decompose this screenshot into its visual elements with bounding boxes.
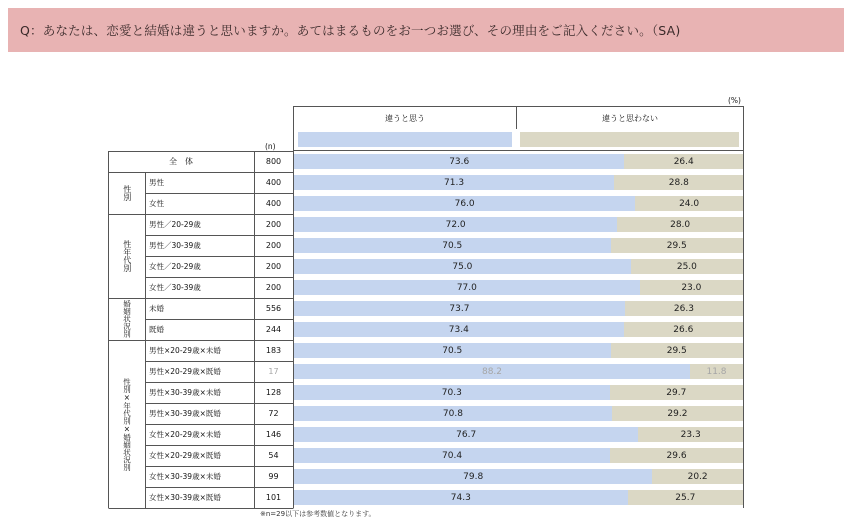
bar-segment-series2: 29.7 (610, 385, 743, 400)
bar-segment-series2: 20.2 (652, 469, 743, 484)
row-n-value: 146 (265, 430, 282, 439)
bar-segment-series2: 24.0 (635, 196, 743, 211)
bar-segment-series1: 72.0 (294, 217, 617, 232)
group-label-gender-age-marital: 性別×年代別×婚姻状況別 (122, 377, 132, 471)
row-n-value: 200 (265, 220, 282, 229)
bar-segment-series1: 70.3 (294, 385, 610, 400)
bar-segment-series1: 70.8 (294, 406, 612, 421)
bar-segment-series2: 28.0 (617, 217, 743, 232)
bar-segment-series1: 75.0 (294, 259, 631, 274)
row-label: 未婚 (149, 304, 164, 313)
n-column-label: (n) (265, 142, 276, 151)
bar-segment-series2: 23.3 (638, 427, 743, 442)
bar-segment-series2: 29.6 (610, 448, 743, 463)
row-label: 女性×20-29歳×既婚 (149, 451, 221, 460)
bar-segment-series1: 70.5 (294, 238, 611, 253)
row-n-value: 800 (265, 157, 282, 166)
row-n-value: 200 (265, 241, 282, 250)
row-label: 男性×30-39歳×未婚 (149, 388, 221, 397)
row-label: 男性／20-29歳 (149, 220, 201, 229)
bar-segment-series1: 70.4 (294, 448, 610, 463)
bar-segment-series2: 28.8 (614, 175, 743, 190)
row-n-value: 128 (265, 388, 282, 397)
bar-segment-series2: 25.7 (628, 490, 743, 505)
bar-segment-series1: 76.0 (294, 196, 635, 211)
row-label: 女性／20-29歳 (149, 262, 201, 271)
row-label: 男性×20-29歳×既婚 (149, 367, 221, 376)
row-n-value: 101 (265, 493, 282, 502)
bar-segment-series2: 29.2 (612, 406, 743, 421)
unit-label: (%) (728, 96, 741, 105)
row-n-value: 183 (265, 346, 282, 355)
bar-segment-series1: 73.7 (294, 301, 625, 316)
bar-segment-series1: 77.0 (294, 280, 640, 295)
row-label: 既婚 (149, 325, 164, 334)
footnote: ※n=29以下は参考数値となります。 (260, 510, 376, 518)
bar-segment-series1: 73.6 (294, 154, 624, 169)
group-label-total: 全 体 (169, 157, 193, 166)
bar-segment-series2: 29.5 (611, 343, 743, 358)
bar-segment-series2: 26.3 (625, 301, 743, 316)
legend-swatch-series2 (516, 129, 744, 151)
row-n-value: 244 (265, 325, 282, 334)
row-label: 女性×20-29歳×未婚 (149, 430, 221, 439)
legend-swatch-series1 (293, 129, 517, 151)
row-n-value: 200 (265, 283, 282, 292)
bar-segment-series1: 74.3 (294, 490, 628, 505)
bar-segment-series1: 88.2 (294, 364, 690, 379)
question-banner (8, 8, 844, 52)
bar-segment-series1: 70.5 (294, 343, 611, 358)
bar-segment-series1: 71.3 (294, 175, 614, 190)
bar-segment-series2: 11.8 (690, 364, 743, 379)
bar-segment-series2: 25.0 (631, 259, 743, 274)
bar-segment-series1: 76.7 (294, 427, 638, 442)
row-n-value: 99 (268, 472, 279, 481)
bar-segment-series1: 73.4 (294, 322, 624, 337)
bar-segment-series2: 26.4 (624, 154, 743, 169)
legend-swatch-series2-fill (520, 132, 739, 147)
row-label: 男性×30-39歳×既婚 (149, 409, 221, 418)
row-n-value: 72 (268, 409, 279, 418)
row-label: 女性／30-39歳 (149, 283, 201, 292)
row-n-value: 200 (265, 262, 282, 271)
row-label: 男性／30-39歳 (149, 241, 201, 250)
row-n-value: 17 (268, 367, 279, 376)
legend-swatch-series1-fill (298, 132, 512, 147)
row-label: 男性 (149, 178, 164, 187)
row-n-value: 54 (268, 451, 279, 460)
bar-segment-series2: 29.5 (611, 238, 743, 253)
bar-segment-series2: 26.6 (624, 322, 743, 337)
legend-label-series1: 違うと思う (293, 106, 517, 130)
group-label-marital: 婚姻状況別 (122, 300, 132, 338)
bar-segment-series2: 23.0 (640, 280, 743, 295)
row-n-value: 400 (265, 178, 282, 187)
row-n-value: 400 (265, 199, 282, 208)
row-n-value: 556 (265, 304, 282, 313)
group-label-gender-age: 性年代別 (122, 240, 132, 272)
bar-segment-series1: 79.8 (294, 469, 652, 484)
group-label-gender: 性別 (122, 185, 132, 201)
row-label: 女性×30-39歳×未婚 (149, 472, 221, 481)
row-label: 男性×20-29歳×未婚 (149, 346, 221, 355)
legend-label-series2: 違うと思わない (516, 106, 744, 130)
row-label: 女性 (149, 199, 164, 208)
question-text: Q：あなたは、恋愛と結婚は違うと思いますか。あてはまるものをお一つお選び、その理由をご記入ください。（SA) (20, 23, 681, 38)
row-label: 女性×30-39歳×既婚 (149, 493, 221, 502)
